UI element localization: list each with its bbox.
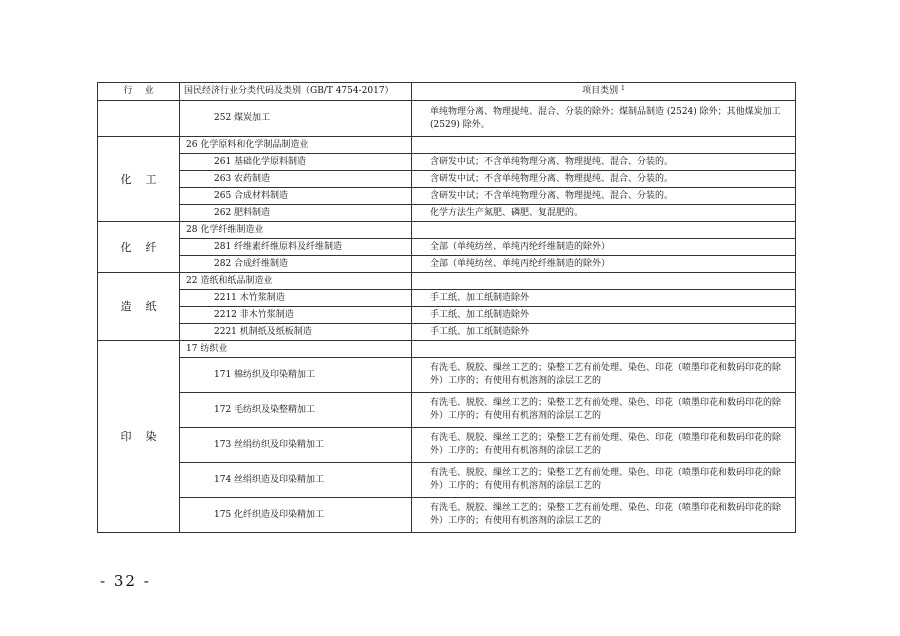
table-row bbox=[98, 256, 796, 273]
category-cell: 化学方法生产氮肥、磷肥、复混肥的。 bbox=[412, 205, 796, 222]
code-cell: 171 棉纺织及印染精加工 bbox=[180, 358, 412, 393]
code-cell: 2212 非木竹浆制造 bbox=[180, 307, 412, 324]
industry-cell bbox=[98, 341, 180, 533]
table-row bbox=[98, 463, 796, 498]
category-cell: 全部（单纯纺丝、单纯丙纶纤维制造的除外） bbox=[412, 256, 796, 273]
header-category-footnote: 1 bbox=[621, 85, 625, 92]
table-row bbox=[98, 239, 796, 256]
industry-cell bbox=[98, 273, 180, 341]
header-category bbox=[412, 83, 796, 101]
category-cell bbox=[412, 341, 796, 358]
code-cell: 263 农药制造 bbox=[180, 171, 412, 188]
code-cell: 175 化纤织造及印染精加工 bbox=[180, 498, 412, 533]
header-code: 国民经济行业分类代码及类别（GB/T 4754-2017） bbox=[180, 83, 412, 101]
table-row bbox=[98, 324, 796, 341]
category-cell: 有洗毛、脱胶、缫丝工艺的；染整工艺有前处理、染色、印花（喷墨印花和数码印花的除外）工序的；有使用有机溶剂的涂层工艺的 bbox=[412, 428, 796, 463]
category-cell: 有洗毛、脱胶、缫丝工艺的；染整工艺有前处理、染色、印花（喷墨印花和数码印花的除外）工序的；有使用有机溶剂的涂层工艺的 bbox=[412, 463, 796, 498]
industry-label: 造纸 bbox=[120, 300, 171, 313]
table-row bbox=[98, 171, 796, 188]
code-cell: 172 毛纺织及染整精加工 bbox=[180, 393, 412, 428]
table-row bbox=[98, 393, 796, 428]
code-cell: 261 基础化学原料制造 bbox=[180, 154, 412, 171]
table-row bbox=[98, 154, 796, 171]
group-code-cell: 22 造纸和纸品制造业 bbox=[180, 273, 412, 290]
code-cell: 2221 机制纸及纸板制造 bbox=[180, 324, 412, 341]
code-cell: 2211 木竹浆制造 bbox=[180, 290, 412, 307]
table-header-row bbox=[98, 83, 796, 101]
code-cell: 265 合成材料制造 bbox=[180, 188, 412, 205]
table-row bbox=[98, 498, 796, 533]
table-row bbox=[98, 188, 796, 205]
code-cell: 174 丝绢织造及印染精加工 bbox=[180, 463, 412, 498]
code-cell: 173 丝绢纺织及印染精加工 bbox=[180, 428, 412, 463]
table-row bbox=[98, 290, 796, 307]
table-row bbox=[98, 205, 796, 222]
category-cell: 全部（单纯纺丝、单纯丙纶纤维制造的除外） bbox=[412, 239, 796, 256]
industry-label: 印染 bbox=[120, 430, 171, 443]
group-code-cell: 28 化学纤维制造业 bbox=[180, 222, 412, 239]
category-cell: 单纯物理分离、物理提纯、混合、分装的除外；煤制品制造 (2524) 除外；其他煤炭加工 (2529) 除外。 bbox=[412, 101, 796, 137]
category-cell: 手工纸、加工纸制造除外 bbox=[412, 290, 796, 307]
table-row bbox=[98, 341, 796, 358]
industry-cell bbox=[98, 222, 180, 273]
code-cell: 281 纤维素纤维原料及纤维制造 bbox=[180, 239, 412, 256]
category-cell: 有洗毛、脱胶、缫丝工艺的；染整工艺有前处理、染色、印花（喷墨印花和数码印花的除外）工序的；有使用有机溶剂的涂层工艺的 bbox=[412, 498, 796, 533]
category-cell: 手工纸、加工纸制造除外 bbox=[412, 324, 796, 341]
category-cell bbox=[412, 222, 796, 239]
group-code-cell: 26 化学原料和化学制品制造业 bbox=[180, 137, 412, 154]
industry-cell bbox=[98, 101, 180, 137]
industry-cell bbox=[98, 137, 180, 222]
table-row bbox=[98, 101, 796, 137]
category-cell bbox=[412, 137, 796, 154]
category-cell: 有洗毛、脱胶、缫丝工艺的；染整工艺有前处理、染色、印花（喷墨印花和数码印花的除外）工序的；有使用有机溶剂的涂层工艺的 bbox=[412, 358, 796, 393]
industry-classification-table bbox=[97, 82, 796, 533]
category-cell: 有洗毛、脱胶、缫丝工艺的；染整工艺有前处理、染色、印花（喷墨印花和数码印花的除外）工序的；有使用有机溶剂的涂层工艺的 bbox=[412, 393, 796, 428]
code-cell: 262 肥料制造 bbox=[180, 205, 412, 222]
category-cell: 手工纸、加工纸制造除外 bbox=[412, 307, 796, 324]
industry-label: 化工 bbox=[120, 172, 171, 186]
table-row bbox=[98, 137, 796, 154]
category-cell bbox=[412, 273, 796, 290]
header-industry: 行业 bbox=[98, 83, 180, 101]
table-row bbox=[98, 358, 796, 393]
category-cell: 含研发中试；不含单纯物理分离、物理提纯、混合、分装的。 bbox=[412, 188, 796, 205]
code-cell: 282 合成纤维制造 bbox=[180, 256, 412, 273]
category-cell: 含研发中试；不含单纯物理分离、物理提纯、混合、分装的。 bbox=[412, 154, 796, 171]
header-category-label: 项目类别 bbox=[582, 86, 619, 96]
page-number: - 32 - bbox=[100, 572, 151, 590]
table-row bbox=[98, 222, 796, 239]
category-cell: 含研发中试；不含单纯物理分离、物理提纯、混合、分装的。 bbox=[412, 171, 796, 188]
table-row bbox=[98, 273, 796, 290]
industry-label: 化纤 bbox=[120, 240, 171, 254]
group-code-cell: 17 纺织业 bbox=[180, 341, 412, 358]
code-cell: 252 煤炭加工 bbox=[180, 101, 412, 137]
table-row bbox=[98, 307, 796, 324]
table-row bbox=[98, 428, 796, 463]
